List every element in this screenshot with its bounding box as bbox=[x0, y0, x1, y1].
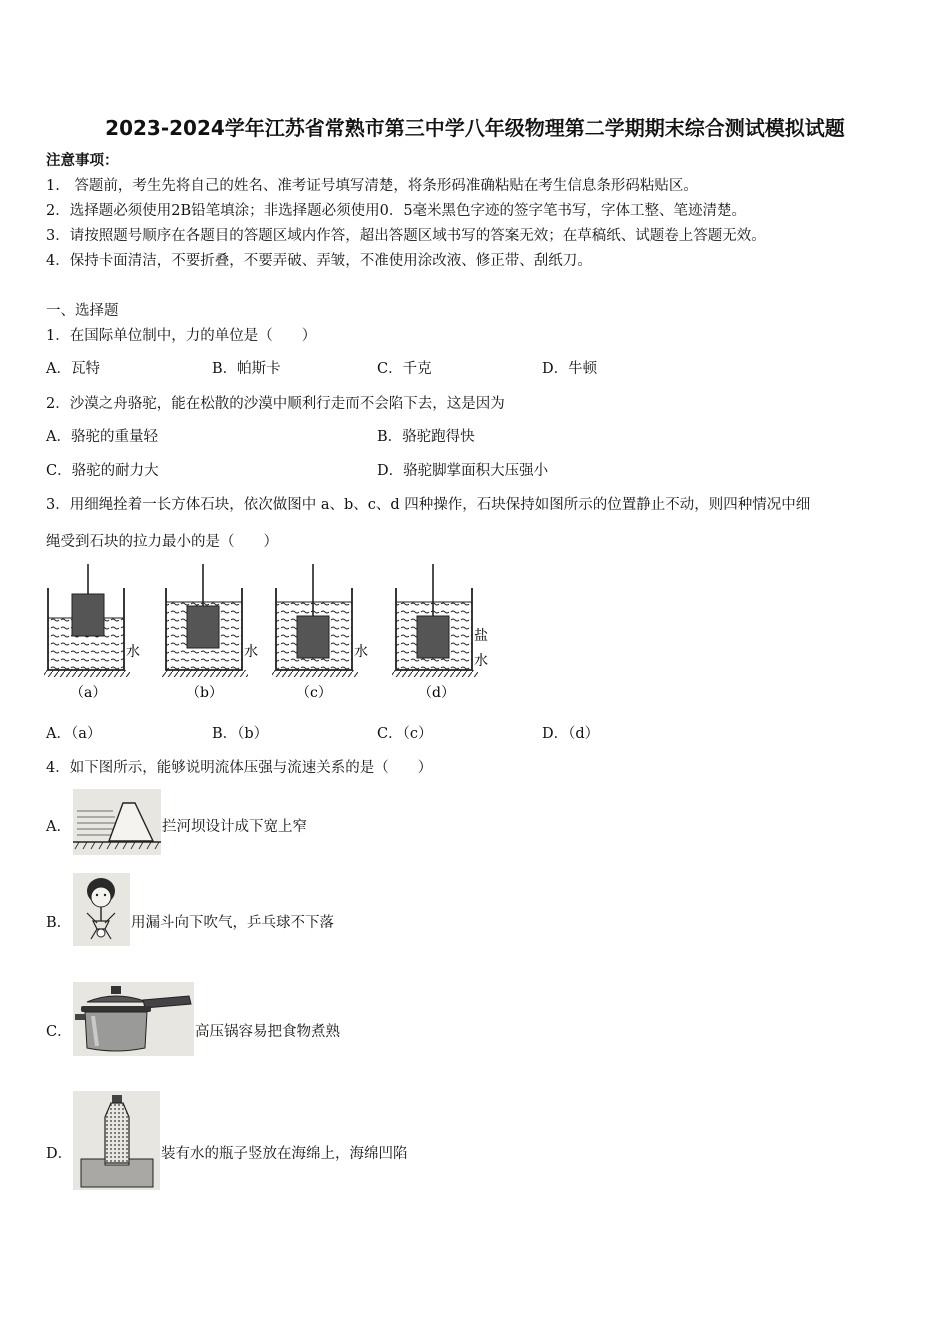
beaker-a bbox=[44, 564, 130, 677]
q2-option-b: B．骆驼跑得快 bbox=[377, 429, 475, 445]
notice-item-4: 4．保持卡面清洁，不要折叠，不要弄破、弄皱，不准使用涂改液、修正带、刮纸刀。 bbox=[46, 253, 592, 269]
beaker-d-liquid-1: 盐 bbox=[474, 628, 488, 644]
q3-option-a: A．（a） bbox=[46, 726, 102, 742]
q4-option-d-letter: D． bbox=[46, 1146, 73, 1162]
q3-stem-line2: 绳受到石块的拉力最小的是（ ） bbox=[46, 534, 278, 550]
beaker-c-liquid: 水 bbox=[354, 644, 368, 660]
section-heading: 一、选择题 bbox=[46, 303, 119, 319]
beaker-d-caption: （d） bbox=[418, 685, 455, 701]
beaker-b-liquid: 水 bbox=[244, 644, 258, 660]
q3-option-c: C．（c） bbox=[377, 726, 433, 742]
q1-option-a: A．瓦特 bbox=[46, 361, 100, 377]
q2-stem: 2．沙漠之舟骆驼，能在松散的沙漠中顺利行走而不会陷下去，这是因为 bbox=[46, 396, 505, 412]
q2-option-c: C．骆驼的耐力大 bbox=[46, 463, 159, 479]
q2-option-d: D．骆驼脚掌面积大压强小 bbox=[377, 463, 549, 479]
q3-option-d: D．（d） bbox=[542, 726, 600, 742]
q1-option-d: D．牛顿 bbox=[542, 361, 598, 377]
q4-option-b-letter: B． bbox=[46, 915, 72, 931]
q4-option-c-letter: C． bbox=[46, 1024, 72, 1040]
q3-stem-line1: 3．用细绳拴着一长方体石块，依次做图中 a、b、c、d 四种操作，石块保持如图所示的位置静止不动，则四种情况中细 bbox=[46, 497, 811, 513]
notice-heading: 注意事项： bbox=[46, 152, 119, 169]
beaker-b-caption: （b） bbox=[186, 685, 223, 701]
notice-item-3: 3．请按照题号顺序在各题目的答题区域内作答，超出答题区域书写的答案无效；在草稿纸、试题卷上答题无效。 bbox=[46, 228, 766, 244]
q1-option-c: C．千克 bbox=[377, 361, 432, 377]
beaker-a-liquid: 水 bbox=[126, 644, 140, 660]
q3-figure bbox=[40, 560, 500, 708]
q1-option-b: B．帕斯卡 bbox=[212, 361, 281, 377]
funnel-icon bbox=[73, 873, 130, 946]
q3-option-b: B．（b） bbox=[212, 726, 269, 742]
pressure-cooker-icon bbox=[73, 982, 194, 1056]
q4-option-c-text: 高压锅容易把食物煮熟 bbox=[195, 1024, 340, 1040]
page-title: 2023-2024学年江苏省常熟市第三中学八年级物理第二学期期末综合测试模拟试题 bbox=[105, 116, 845, 140]
dam-icon bbox=[73, 789, 161, 855]
q4-option-b-text: 用漏斗向下吹气，乒乓球不下落 bbox=[131, 915, 334, 931]
beaker-d bbox=[392, 564, 478, 677]
notice-item-1: 1. 答题前，考生先将自己的姓名、准考证号填写清楚，将条形码准确粘贴在考生信息条形码粘贴区。 bbox=[46, 178, 698, 194]
q4-option-a-letter: A． bbox=[46, 819, 71, 835]
notice-item-2: 2．选择题必须使用2B铅笔填涂；非选择题必须使用0．5毫米黑色字迹的签字笔书写，字体工整、笔迹清楚。 bbox=[46, 203, 747, 219]
q2-option-a: A．骆驼的重量轻 bbox=[46, 429, 158, 445]
beaker-c-caption: （c） bbox=[296, 685, 332, 701]
q4-option-d-text: 装有水的瓶子竖放在海绵上，海绵凹陷 bbox=[161, 1146, 408, 1162]
q4-option-a-text: 拦河坝设计成下宽上窄 bbox=[162, 819, 307, 835]
beaker-a-caption: （a） bbox=[70, 685, 107, 701]
q4-stem: 4．如下图所示，能够说明流体压强与流速关系的是（ ） bbox=[46, 760, 433, 776]
beaker-c bbox=[272, 564, 358, 677]
q1-stem: 1．在国际单位制中，力的单位是（ ） bbox=[46, 328, 317, 344]
bottle-sponge-icon bbox=[73, 1091, 160, 1190]
beaker-b bbox=[162, 564, 248, 677]
beaker-d-liquid-2: 水 bbox=[474, 653, 488, 669]
